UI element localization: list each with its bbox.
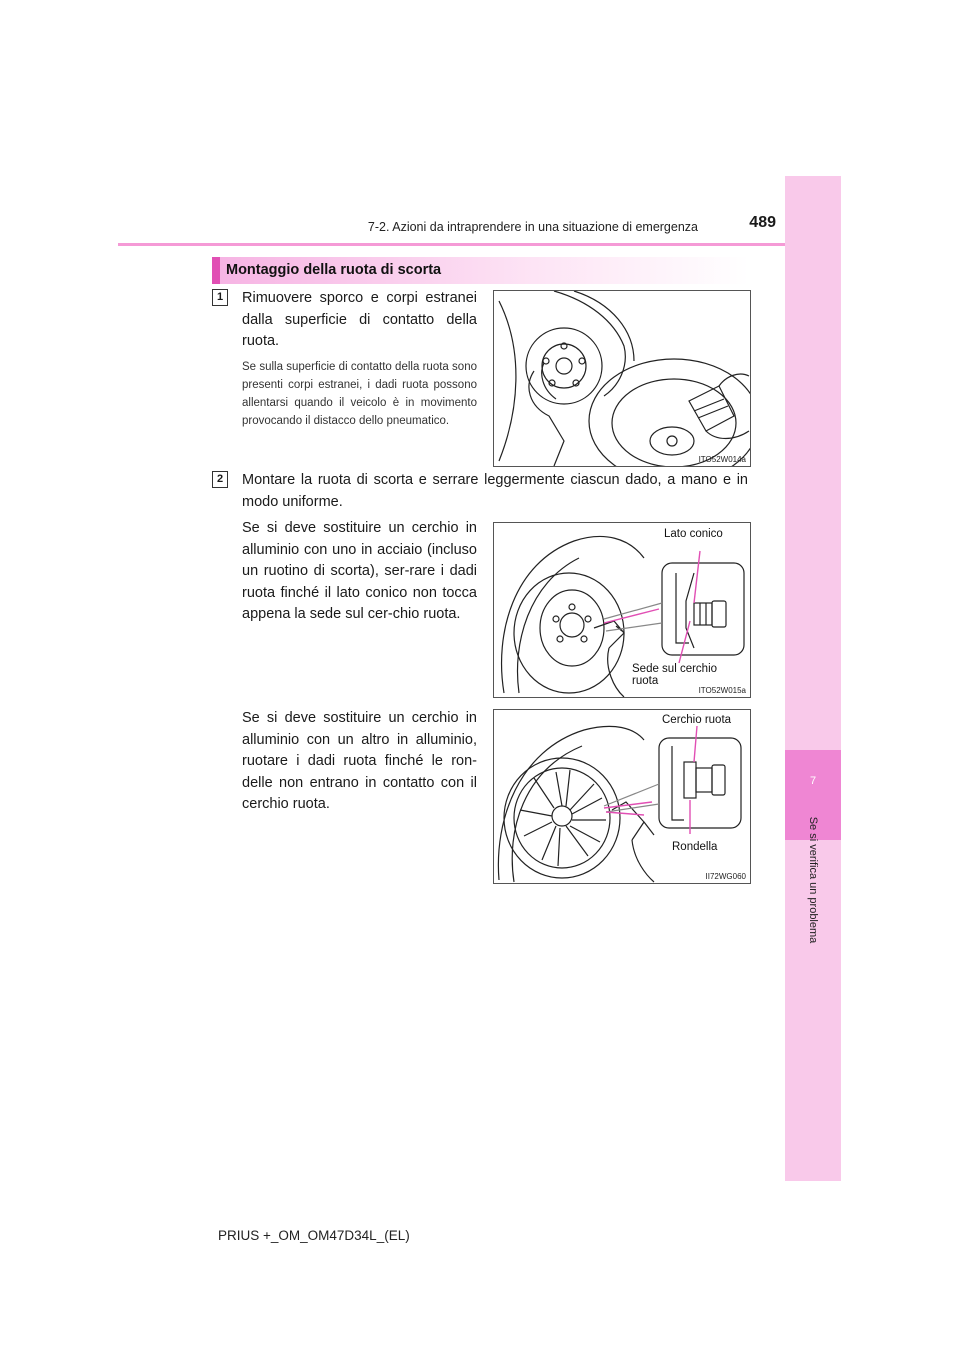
step-2-alloy-paragraph: Se si deve sostituire un cerchio in alluminio con un altro in alluminio, ruotare i dadi ruota finché le ron-delle non entrano in contatto con il cerchio ruota. — [242, 710, 477, 812]
figure-code-2: ITO52W015a — [698, 686, 746, 695]
section-title-bar — [212, 257, 749, 284]
section-title: Montaggio della ruota di scorta — [226, 262, 442, 278]
chapter-number: 7 — [809, 775, 817, 787]
chapter-sidebar — [785, 176, 841, 1181]
header-rule — [118, 243, 785, 246]
step-1-text: Rimuovere sporco e corpi estranei dalla superficie di contatto della ruota. — [242, 290, 477, 349]
step-2-steel-paragraph: Se si deve sostituire un cerchio in alluminio con uno in acciaio (incluso un ruotino di scorta), ser-rare i dadi ruota finché il lato conico non tocca appena la sede sul cer-chio ruota. — [242, 520, 477, 622]
section-accent — [212, 257, 220, 284]
illustration-alloy-wheel — [494, 710, 750, 883]
step-number-2: 2 — [212, 471, 228, 488]
figure-clean-hub — [493, 290, 751, 467]
chapter-title: Se si verifica un problema — [807, 816, 819, 944]
figure-steel-wheel — [493, 522, 751, 698]
step-number-1: 1 — [212, 289, 228, 306]
figure-code-1: ITO52W014a — [698, 455, 746, 464]
step-2-text: Montare la ruota di scorta e serrare leggermente ciascun dado, a mano e in modo uniforme. — [242, 472, 748, 510]
step-1-note: Se sulla superficie di contatto della ruota sono presenti corpi estranei, i dadi ruota possono allentarsi quando il veicolo è in movimento provocando il distacco dello pneumatico. — [242, 361, 477, 427]
figure-code-3: II72WG060 — [705, 872, 746, 881]
illustration-clean-hub — [494, 291, 750, 466]
callout-lato-conico: Lato conico — [664, 528, 723, 540]
callout-cerchio-ruota: Cerchio ruota — [662, 714, 732, 726]
page-number: 489 — [749, 214, 776, 231]
callout-sede-line2: ruota — [632, 675, 659, 687]
figure-alloy-wheel — [493, 709, 751, 884]
footer-doc-id: PRIUS +_OM_OM47D34L_(EL) — [218, 1228, 410, 1243]
callout-sede-line1: Sede sul cerchio — [632, 663, 718, 675]
running-header: 7-2. Azioni da intraprendere in una situazione di emergenza — [367, 220, 698, 234]
callout-rondella: Rondella — [672, 841, 718, 853]
